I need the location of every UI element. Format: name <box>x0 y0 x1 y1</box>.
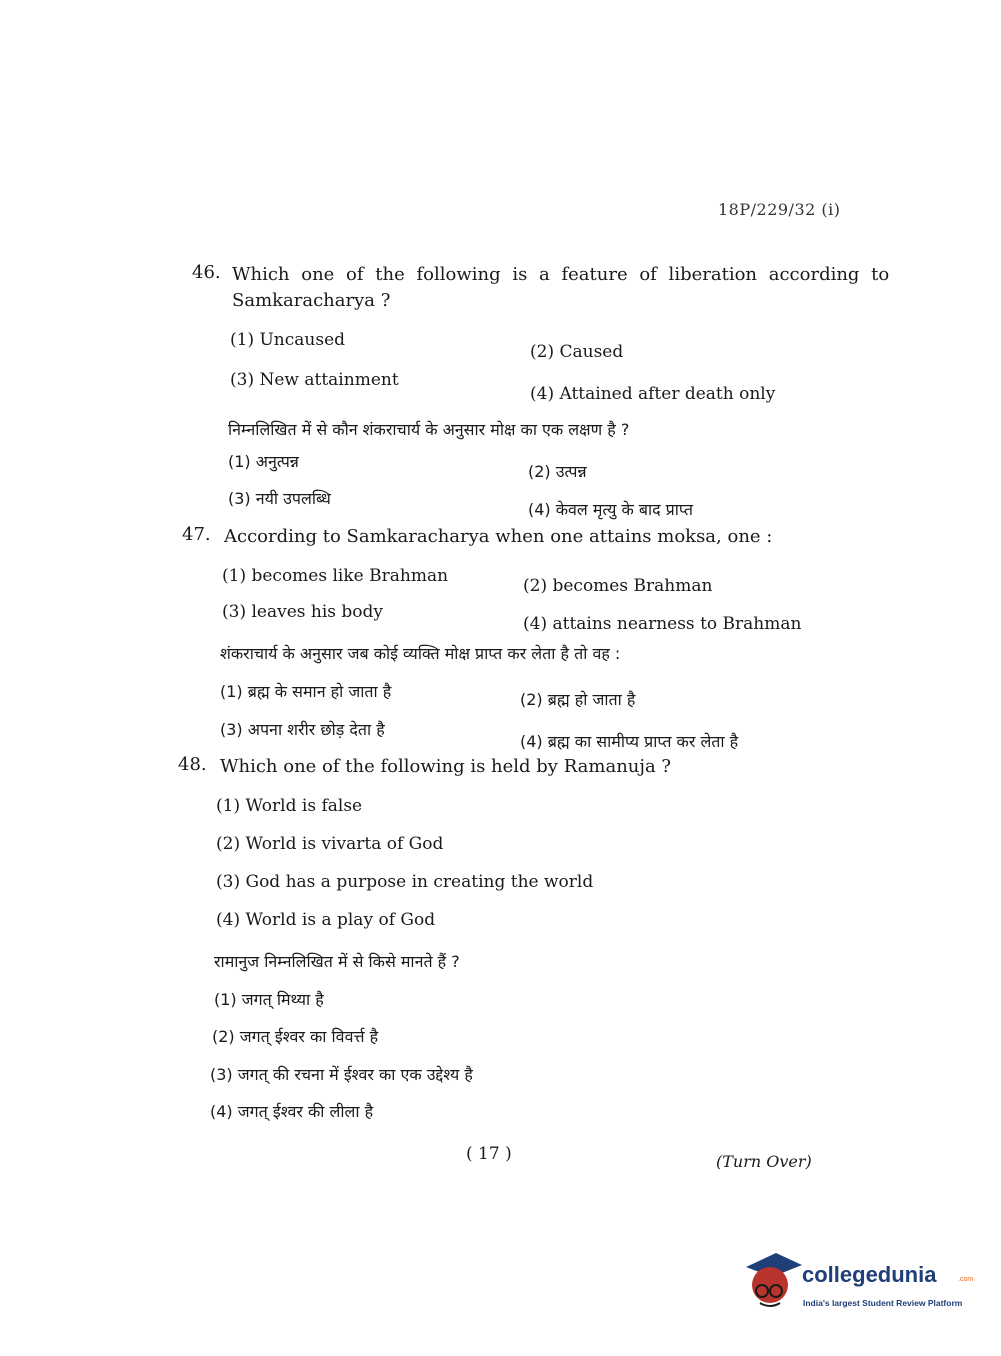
mascot-icon <box>742 1245 802 1315</box>
question-text-en: Which one of the following is held by Ramanuja ? <box>220 756 672 777</box>
option-hi-2: (2) उत्पन्न <box>528 462 587 481</box>
option-hi-1: (1) अनुत्पन्न <box>228 452 299 471</box>
question-text-en: Which one of the following is a feature of liberation according to <box>232 264 890 285</box>
question-text-en: According to Samkaracharya when one attains moksa, one : <box>224 526 773 547</box>
question-number: 48. <box>178 754 207 775</box>
brand-tagline: India's largest Student Review Platform <box>803 1298 963 1308</box>
option-en-2: (2) World is vivarta of God <box>216 834 444 854</box>
option-hi-4: (4) केवल मृत्यु के बाद प्राप्त <box>528 500 693 519</box>
question-text-hi: शंकराचार्य के अनुसार जब कोई व्यक्ति मोक्ष प्राप्त कर लेता है तो वह : <box>220 644 621 663</box>
option-hi-1: (1) जगत् मिथ्या है <box>214 990 324 1009</box>
option-hi-2: (2) जगत् ईश्वर का विवर्त्त है <box>212 1027 379 1046</box>
question-text-hi: निम्नलिखित में से कौन शंकराचार्य के अनुसार मोक्ष का एक लक्षण है ? <box>228 420 630 439</box>
page-number: ( 17 ) <box>466 1144 512 1164</box>
question-text-hi: रामानुज निम्नलिखित में से किसे मानते हैं ? <box>214 952 460 971</box>
option-en-3: (3) leaves his body <box>222 602 384 622</box>
option-hi-1: (1) ब्रह्म के समान हो जाता है <box>220 682 392 701</box>
option-en-2: (2) becomes Brahman <box>523 576 713 596</box>
brand-name: collegedunia <box>802 1262 937 1287</box>
option-en-1: (1) Uncaused <box>230 330 346 350</box>
question-number: 46. <box>192 262 221 283</box>
question-text-en-cont: Samkaracharya ? <box>232 290 391 311</box>
option-hi-2: (2) ब्रह्म हो जाता है <box>520 690 636 709</box>
option-en-3: (3) New attainment <box>230 370 399 390</box>
option-hi-3: (3) अपना शरीर छोड़ देता है <box>220 720 385 739</box>
paper-code: 18P/229/32 (i) <box>718 200 841 219</box>
option-hi-3: (3) जगत् की रचना में ईश्वर का एक उद्देश्य है <box>210 1065 473 1084</box>
option-en-3: (3) God has a purpose in creating the world <box>216 872 594 892</box>
option-hi-3: (3) नयी उपलब्धि <box>228 489 331 508</box>
option-en-1: (1) World is false <box>216 796 363 816</box>
option-en-2: (2) Caused <box>530 342 624 362</box>
question-number: 47. <box>182 524 211 545</box>
brand-suffix: .com <box>958 1276 974 1283</box>
option-hi-4: (4) जगत् ईश्वर की लीला है <box>210 1102 374 1121</box>
option-en-4: (4) attains nearness to Brahman <box>523 614 802 634</box>
option-en-4: (4) Attained after death only <box>530 384 776 404</box>
turn-over-label: (Turn Over) <box>716 1152 812 1171</box>
option-en-4: (4) World is a play of God <box>216 910 436 930</box>
option-en-1: (1) becomes like Brahman <box>222 566 449 586</box>
option-hi-4: (4) ब्रह्म का सामीप्य प्राप्त कर लेता है <box>520 732 739 751</box>
